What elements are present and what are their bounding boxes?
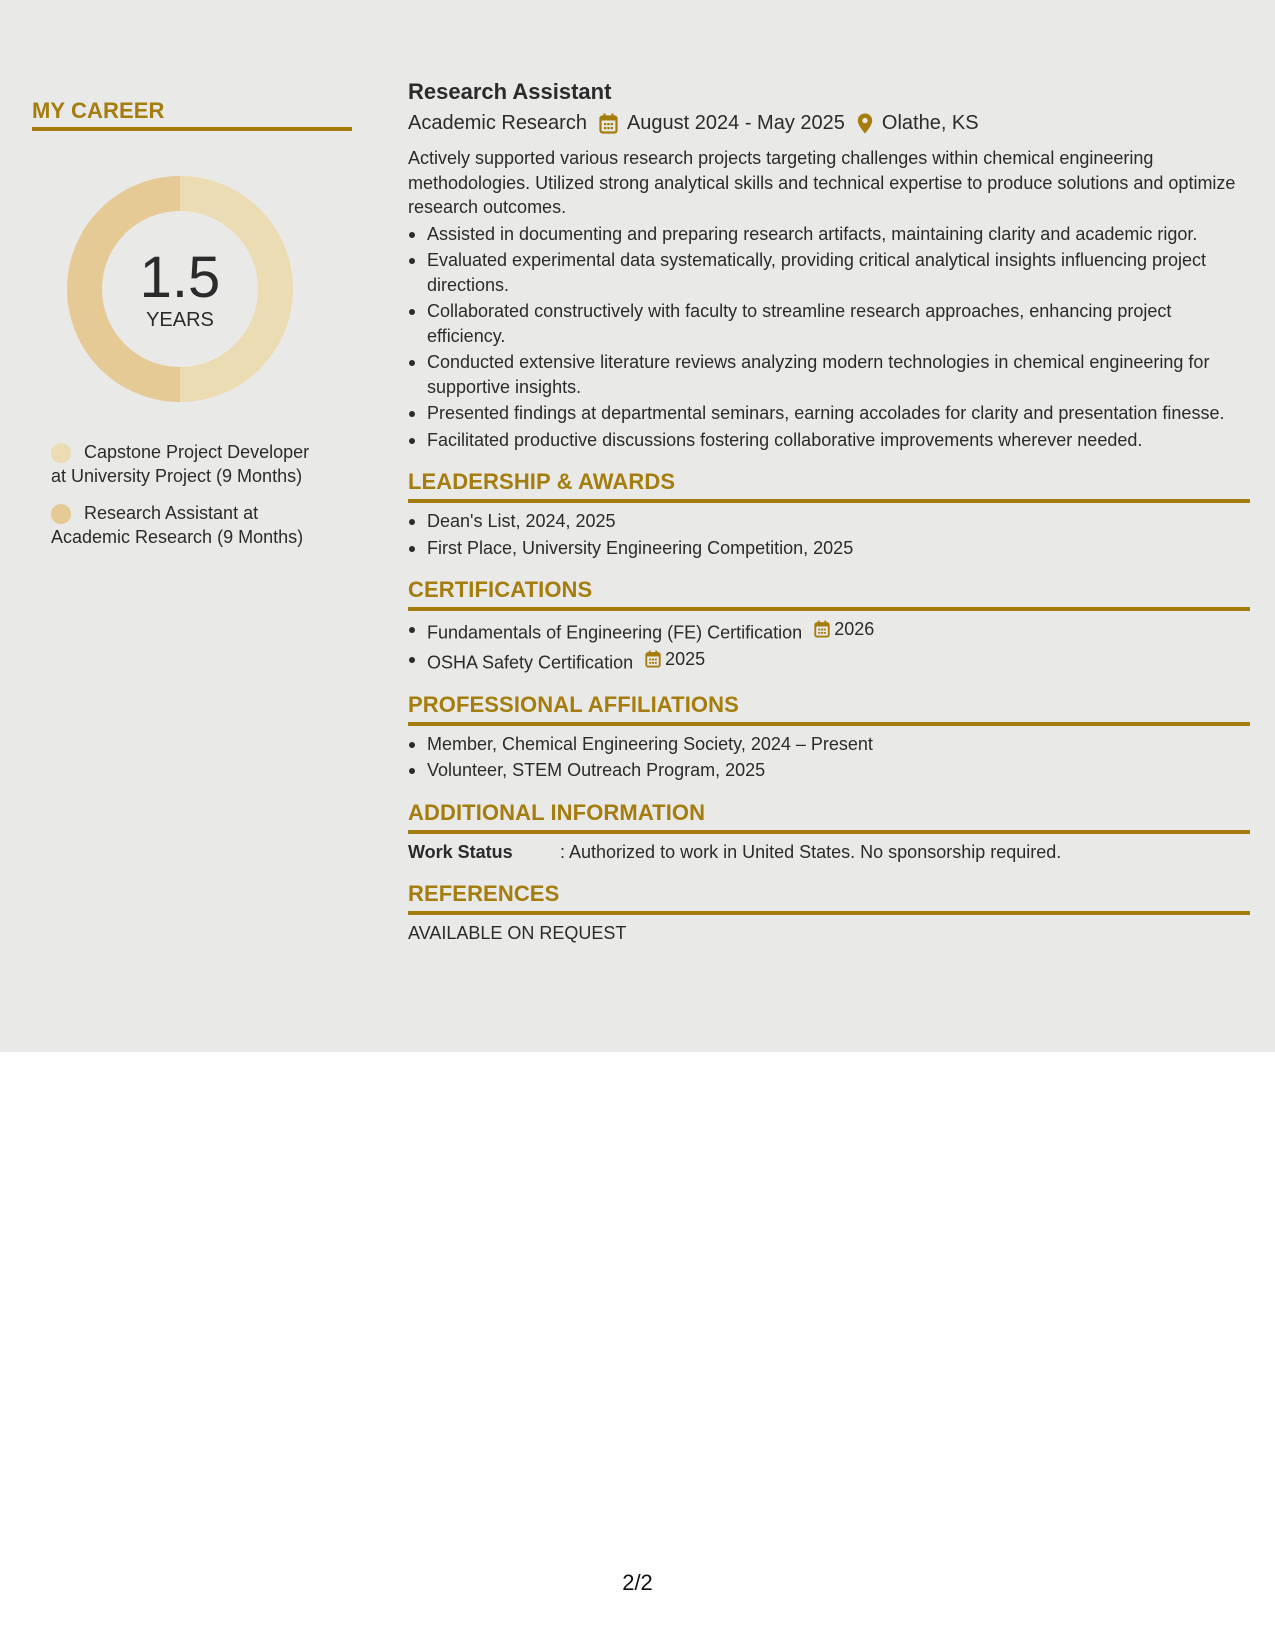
- list-item: Collaborated constructively with faculty to streamline research approaches, enhancing project efficiency.: [408, 299, 1250, 348]
- legend-dot: [51, 504, 71, 524]
- affiliations-section: [408, 691, 1250, 783]
- additional-info-section: [408, 799, 1250, 864]
- list-item: Evaluated experimental data systematically, providing critical analytical insights influencing project directions.: [408, 248, 1250, 297]
- legend-label: Capstone Project Developer at University Project (9 Months): [51, 442, 310, 486]
- section-heading: REFERENCES: [408, 880, 560, 906]
- certification-date: [645, 647, 705, 672]
- job-bullets: [408, 222, 1250, 453]
- legend-dot: [51, 443, 71, 463]
- list-item: Facilitated productive discussions fostering collaborative improvements wherever needed.: [408, 428, 1250, 453]
- section-heading: LEADERSHIP & AWARDS: [408, 469, 676, 494]
- certification-name: Fundamentals of Engineering (FE) Certification: [427, 622, 803, 643]
- legend-item: [51, 440, 322, 488]
- certification-date: [814, 617, 874, 642]
- affiliations-list: [408, 732, 1250, 783]
- section-heading: PROFESSIONAL AFFILIATIONS: [408, 691, 739, 717]
- certifications-section: [408, 576, 1250, 675]
- section-rule: [408, 499, 1250, 503]
- calendar-icon: [814, 620, 830, 638]
- main-content: [408, 78, 1250, 945]
- references-text: AVAILABLE ON REQUEST: [408, 922, 627, 943]
- job-meta: [408, 109, 1250, 137]
- list-item: Volunteer, STEM Outreach Program, 2025: [408, 758, 1250, 783]
- certifications-list: [408, 617, 1250, 675]
- career-legend: [32, 440, 322, 549]
- list-item: Conducted extensive literature reviews analyzing modern technologies in chemical engineering for supportive insights.: [408, 350, 1250, 399]
- legend-label: Research Assistant at Academic Research (9 Months): [51, 503, 304, 547]
- job-company: Academic Research: [408, 112, 587, 134]
- legend-item: [51, 501, 322, 549]
- list-item: First Place, University Engineering Competition, 2025: [408, 536, 1250, 561]
- work-status-row: [408, 840, 1250, 864]
- job-description: Actively supported various research projects targeting challenges within chemical engineering methodologies. Utilized strong analytical skills and technical expertise to produce solutions and optimize research outcomes.: [408, 148, 1236, 217]
- section-rule: [408, 830, 1250, 834]
- calendar-icon: [599, 113, 618, 134]
- leadership-list: [408, 509, 1250, 560]
- career-heading: MY CAREER: [32, 98, 165, 123]
- list-item: [408, 647, 1250, 675]
- work-status-label: Work Status: [408, 841, 513, 862]
- section-rule: [408, 911, 1250, 915]
- career-years-unit: YEARS: [146, 309, 214, 331]
- page-number: 2/2: [622, 1570, 653, 1595]
- references-section: [408, 880, 1250, 945]
- job-dates: August 2024 - May 2025: [626, 112, 845, 134]
- section-rule: [408, 607, 1250, 611]
- map-pin-icon: [857, 113, 873, 134]
- career-heading-rule: [32, 127, 352, 131]
- career-donut-chart: [66, 175, 294, 403]
- certification-year: 2025: [665, 648, 706, 669]
- career-total-years: 1.5: [139, 245, 221, 310]
- job-location: Olathe, KS: [881, 112, 979, 134]
- list-item: Dean's List, 2024, 2025: [408, 509, 1250, 534]
- list-item: Member, Chemical Engineering Society, 2024 – Present: [408, 732, 1250, 757]
- work-status-value: : Authorized to work in United States. No sponsorship required.: [560, 841, 1062, 862]
- list-item: Presented findings at departmental seminars, earning accolades for clarity and presentation finesse.: [408, 401, 1250, 426]
- certification-year: 2026: [834, 619, 875, 639]
- career-sidebar: [32, 97, 352, 562]
- section-heading: ADDITIONAL INFORMATION: [408, 799, 706, 825]
- section-heading: CERTIFICATIONS: [408, 577, 593, 602]
- leadership-section: [408, 468, 1250, 560]
- list-item: [408, 617, 1250, 645]
- calendar-icon: [645, 650, 661, 668]
- certification-name: OSHA Safety Certification: [427, 652, 634, 672]
- section-rule: [408, 722, 1250, 726]
- list-item: Assisted in documenting and preparing research artifacts, maintaining clarity and academic rigor.: [408, 222, 1250, 247]
- job-title: Research Assistant: [408, 79, 612, 104]
